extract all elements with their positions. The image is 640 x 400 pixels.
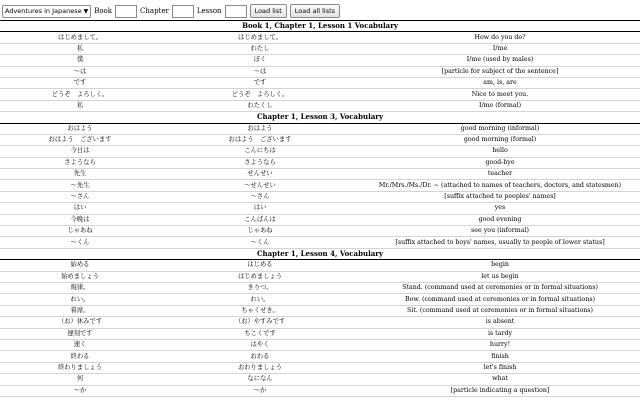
english-cell: begin: [360, 260, 640, 271]
kanji-cell: はい: [0, 203, 160, 214]
load-list-button[interactable]: Load list: [250, 4, 287, 18]
load-all-lists-button[interactable]: Load all lists: [290, 4, 340, 18]
vocab-row: [0, 146, 640, 157]
english-cell: Bow. (command used at ceremonies or in formal situations): [360, 294, 640, 305]
kana-cell: はじめまして。: [160, 32, 360, 43]
section-header-row: [0, 112, 640, 123]
chapter-input[interactable]: [172, 5, 194, 18]
kanji-cell: れい。: [0, 294, 160, 305]
kana-cell: わたくし: [160, 100, 360, 111]
vocab-row: [0, 294, 640, 305]
english-cell: finish: [360, 351, 640, 362]
kana-cell: ～せんせい: [160, 180, 360, 191]
kanji-cell: さようなら: [0, 157, 160, 168]
kana-cell: はい: [160, 203, 360, 214]
section-header-row: [0, 21, 640, 32]
kanji-cell: 私: [0, 100, 160, 111]
english-cell: is absent: [360, 317, 640, 328]
english-cell: good-bye: [360, 157, 640, 168]
kanji-cell: 先生: [0, 169, 160, 180]
vocab-row: [0, 191, 640, 202]
vocab-row: [0, 89, 640, 100]
kana-cell: ちゃくせき。: [160, 305, 360, 316]
kanji-cell: ～は: [0, 66, 160, 77]
kanji-cell: ～さん: [0, 191, 160, 202]
vocab-row: [0, 214, 640, 225]
kana-cell: ちこくです: [160, 328, 360, 339]
section-title: Chapter 1, Lesson 3, Vocabulary: [0, 112, 640, 123]
kana-cell: なになん: [160, 374, 360, 385]
kana-cell: せんせい: [160, 169, 360, 180]
english-cell: [particle indicating a question]: [360, 385, 640, 396]
kanji-cell: 規律。: [0, 282, 160, 293]
vocab-row: [0, 157, 640, 168]
english-cell: I/me: [360, 43, 640, 54]
english-cell: teacher: [360, 169, 640, 180]
kana-cell: （お）やすみです: [160, 317, 360, 328]
english-cell: Sit. (command used at ceremonies or in formal situations): [360, 305, 640, 316]
english-cell: Stand. (command used at ceremonies or in formal situations): [360, 282, 640, 293]
section-title: Book 1, Chapter 1, Lesson 1 Vocabulary: [0, 21, 640, 32]
vocab-row: [0, 123, 640, 134]
kana-cell: じゃあね: [160, 226, 360, 237]
english-cell: is tardy: [360, 328, 640, 339]
english-cell: good morning (informal): [360, 123, 640, 134]
english-cell: [suffix attached to boys' names, usually to people of lower status]: [360, 237, 640, 248]
kanji-cell: どうぞ よろしく。: [0, 89, 160, 100]
kana-cell: おはよう: [160, 123, 360, 134]
vocab-row: [0, 282, 640, 293]
vocab-row: [0, 237, 640, 248]
kana-cell: れい。: [160, 294, 360, 305]
kana-cell: ～くん: [160, 237, 360, 248]
vocab-row: [0, 374, 640, 385]
english-cell: let us begin: [360, 271, 640, 282]
english-cell: yes: [360, 203, 640, 214]
english-cell: Nice to meet you.: [360, 89, 640, 100]
english-cell: hello: [360, 146, 640, 157]
vocab-row: [0, 226, 640, 237]
vocab-row: [0, 351, 640, 362]
lesson-label: Lesson: [196, 7, 222, 15]
kanji-cell: ～先生: [0, 180, 160, 191]
kana-cell: おわる: [160, 351, 360, 362]
kana-cell: こんにちは: [160, 146, 360, 157]
vocab-row: [0, 317, 640, 328]
kana-cell: こんばんは: [160, 214, 360, 225]
vocabulary-table: [0, 20, 640, 397]
kanji-cell: おはよう: [0, 123, 160, 134]
english-cell: hurry!: [360, 339, 640, 350]
vocab-row: [0, 260, 640, 271]
vocab-row: [0, 55, 640, 66]
vocab-row: [0, 77, 640, 88]
kanji-cell: 着席。: [0, 305, 160, 316]
toolbar: [0, 0, 640, 20]
vocab-row: [0, 305, 640, 316]
vocab-row: [0, 134, 640, 145]
kana-cell: おはよう ございます: [160, 134, 360, 145]
vocab-row: [0, 100, 640, 111]
vocab-row: [0, 43, 640, 54]
kanji-cell: 今日は: [0, 146, 160, 157]
chevron-down-icon: ▼: [83, 7, 89, 15]
kanji-cell: おはよう ございます: [0, 134, 160, 145]
vocab-row: [0, 362, 640, 373]
english-cell: good morning (formal): [360, 134, 640, 145]
kana-cell: さようなら: [160, 157, 360, 168]
kanji-cell: 速く: [0, 339, 160, 350]
kana-cell: ～か: [160, 385, 360, 396]
vocab-row: [0, 180, 640, 191]
vocab-row: [0, 32, 640, 43]
kana-cell: です: [160, 77, 360, 88]
kana-cell: どうぞ よろしく。: [160, 89, 360, 100]
kana-cell: きりつ。: [160, 282, 360, 293]
kana-cell: はやく: [160, 339, 360, 350]
kanji-cell: 何: [0, 374, 160, 385]
section-header-row: [0, 248, 640, 259]
vocab-row: [0, 328, 640, 339]
book-label: Book: [94, 7, 113, 15]
english-cell: I/me (formal): [360, 100, 640, 111]
kanji-cell: 遅刻です: [0, 328, 160, 339]
kanji-cell: 終わる: [0, 351, 160, 362]
english-cell: I/me (used by males): [360, 55, 640, 66]
textbook-select-value: Adventures in Japanese: [5, 7, 82, 15]
kanji-cell: ～くん: [0, 237, 160, 248]
english-cell: Mr./Mrs./Ms./Dr. ~ (attached to names of teachers, doctors, and statesmen): [360, 180, 640, 191]
kanji-cell: 始める: [0, 260, 160, 271]
vocab-row: [0, 169, 640, 180]
kana-cell: わたし: [160, 43, 360, 54]
vocab-row: [0, 385, 640, 396]
english-cell: see you (informal): [360, 226, 640, 237]
kanji-cell: 終わりましょう: [0, 362, 160, 373]
kana-cell: はじめる: [160, 260, 360, 271]
kanji-cell: 私: [0, 43, 160, 54]
kanji-cell: じゃあね: [0, 226, 160, 237]
textbook-select[interactable]: [2, 5, 91, 18]
english-cell: [particle for subject of the sentence]: [360, 66, 640, 77]
vocab-row: [0, 339, 640, 350]
vocab-row: [0, 66, 640, 77]
english-cell: am, is, are: [360, 77, 640, 88]
english-cell: let's finish: [360, 362, 640, 373]
section-title: Chapter 1, Lesson 4, Vocabulary: [0, 248, 640, 259]
kanji-cell: です: [0, 77, 160, 88]
kana-cell: ～さん: [160, 191, 360, 202]
vocab-row: [0, 203, 640, 214]
kana-cell: ～は: [160, 66, 360, 77]
kana-cell: ぼく: [160, 55, 360, 66]
kanji-cell: 今晩は: [0, 214, 160, 225]
english-cell: [suffix attached to peoples' names]: [360, 191, 640, 202]
kanji-cell: （お）休みです: [0, 317, 160, 328]
kanji-cell: ～か: [0, 385, 160, 396]
kanji-cell: 僕: [0, 55, 160, 66]
english-cell: How do you do?: [360, 32, 640, 43]
kana-cell: はじめましょう: [160, 271, 360, 282]
lesson-input[interactable]: [225, 5, 247, 18]
kanji-cell: 始めましょう: [0, 271, 160, 282]
vocab-row: [0, 271, 640, 282]
english-cell: good evening: [360, 214, 640, 225]
kanji-cell: はじめまして。: [0, 32, 160, 43]
english-cell: what: [360, 374, 640, 385]
kana-cell: おわりましょう: [160, 362, 360, 373]
book-input[interactable]: [115, 5, 137, 18]
chapter-label: Chapter: [140, 7, 169, 15]
